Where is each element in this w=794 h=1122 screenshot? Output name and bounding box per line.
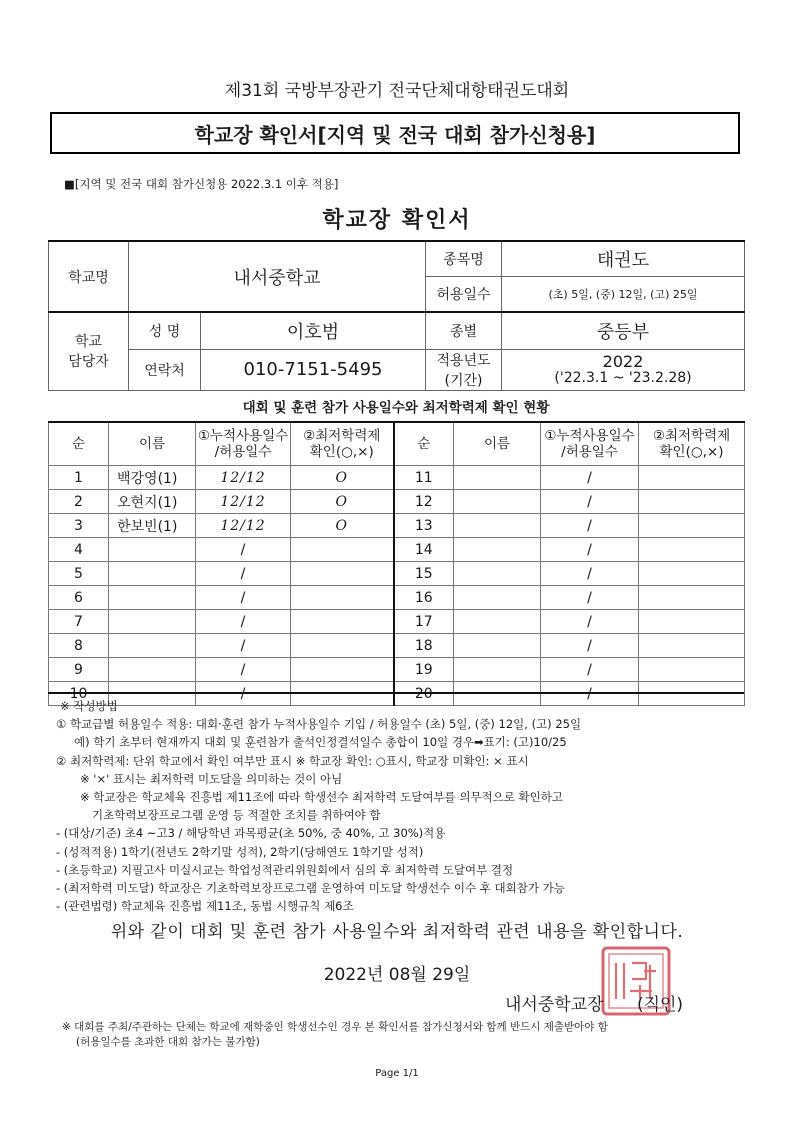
row-name-right xyxy=(454,538,541,562)
row-no-right: 13 xyxy=(394,514,454,538)
row-days-right: / xyxy=(541,514,639,538)
row-name-left xyxy=(109,538,196,562)
row-days-right: / xyxy=(541,466,639,490)
usage-row xyxy=(49,562,745,586)
header-check-left-2: 확인(○,×) xyxy=(309,444,374,460)
note-heading: ※ 작성방법 xyxy=(60,699,118,713)
row-check-right xyxy=(639,610,745,634)
header-check-right xyxy=(639,422,745,466)
row-name-left: 오현지(1) xyxy=(109,490,196,514)
sport-value: 태권도 xyxy=(502,241,745,276)
usage-row xyxy=(49,538,745,562)
row-check-left: O xyxy=(291,490,394,514)
contact-value: 010-7151-5495 xyxy=(201,349,426,390)
manager-label xyxy=(49,312,129,390)
row-days-left: / xyxy=(196,586,291,610)
row-check-left: O xyxy=(291,514,394,538)
school-info-table xyxy=(48,240,745,391)
usage-row xyxy=(49,586,745,610)
note-item: 예) 학기 초부터 현재까지 대회 및 훈련참가 출석인정결석일수 총합이 10일 경우➡표기: (고)10/25 xyxy=(74,735,567,750)
row-no-left: 9 xyxy=(49,658,109,682)
header-name-left: 이름 xyxy=(109,422,196,466)
note-item: - (최저학력 미도달) 학교장은 기초학력보장프로그램 운영하여 미도달 학생선수 이수 후 대회참가 가능 xyxy=(56,881,565,896)
applicability-note: ■[지역 및 전국 대회 참가신청용 2022.3.1 이후 적용] xyxy=(64,177,339,191)
row-no-left: 2 xyxy=(49,490,109,514)
manager-name-value: 이호범 xyxy=(201,312,426,349)
row-name-left xyxy=(109,658,196,682)
row-no-left: 3 xyxy=(49,514,109,538)
row-no-left: 7 xyxy=(49,610,109,634)
row-check-left xyxy=(291,586,394,610)
row-check-right xyxy=(639,634,745,658)
usage-row xyxy=(49,658,745,682)
manager-name-label: 성 명 xyxy=(129,312,201,349)
row-name-left xyxy=(109,634,196,658)
row-no-right: 17 xyxy=(394,610,454,634)
row-check-right xyxy=(639,658,745,682)
division-label: 종별 xyxy=(426,312,502,349)
issue-date: 2022년 08월 29일 xyxy=(323,965,471,985)
row-days-left: / xyxy=(196,634,291,658)
header-check-left-1: ②최저학력제 xyxy=(303,428,381,444)
row-days-right: / xyxy=(541,586,639,610)
header-no-right: 순 xyxy=(394,422,454,466)
row-name-right xyxy=(454,634,541,658)
note-item: - (대상/기준) 초4 ~고3 / 해당학년 과목평균(초 50%, 중 40%, 고 30%)적용 xyxy=(56,826,446,841)
seal-label: (직인) xyxy=(636,995,684,1015)
row-name-left: 한보빈(1) xyxy=(109,514,196,538)
year-label xyxy=(426,349,502,390)
note-item: - (초등학교) 지필고사 미실시교는 학업성적관리위원회에서 심의 후 최저학력 도달여부 결정 xyxy=(56,862,514,877)
header-days-right-1: ①누적사용일수 xyxy=(544,428,635,444)
row-days-left: 12/12 xyxy=(196,490,291,514)
header-check-right-1: ②최저학력제 xyxy=(652,428,731,444)
note-item: 기초학력보장프로그램 운영 등 적절한 조치를 취하여야 함 xyxy=(92,808,381,823)
row-no-right: 16 xyxy=(394,586,454,610)
row-name-left xyxy=(109,586,196,610)
row-name-right xyxy=(454,562,541,586)
note-item: - (관련법령) 학교체육 진흥법 제11조, 동법 시행규칙 제6조 xyxy=(56,899,354,914)
header-days-right-2: /허용일수 xyxy=(561,444,618,460)
row-days-left: / xyxy=(196,610,291,634)
row-name-left xyxy=(109,562,196,586)
page-number: Page 1/1 xyxy=(375,1068,419,1079)
note-item: - (성적적용) 1학기(전년도 2학기말 성적), 2학기(당해연도 1학기말 성적) xyxy=(56,844,424,859)
note-item: ※ 학교장은 학교체육 진흥법 제11조에 따라 학생선수 최저학력 도달여부를 의무적으로 확인하고 xyxy=(80,790,563,805)
row-no-left: 5 xyxy=(49,562,109,586)
row-no-right: 12 xyxy=(394,490,454,514)
year-value-year: 2022 xyxy=(602,352,644,371)
row-no-right: 18 xyxy=(394,634,454,658)
row-days-left: 12/12 xyxy=(196,466,291,490)
row-check-left xyxy=(291,658,394,682)
row-check-left: O xyxy=(291,466,394,490)
note-item: ① 학교급별 허용일수 적용: 대회·훈련 참가 누적사용일수 기입 / 허용일수 (초) 5일, (중) 12일, (고) 25일 xyxy=(56,717,582,732)
allowed-days-value: (초) 5일, (중) 12일, (고) 25일 xyxy=(502,276,745,312)
confirmation-statement: 위와 같이 대회 및 훈련 참가 사용일수와 최저학력 관련 내용을 확인합니다. xyxy=(110,922,684,942)
row-days-left: / xyxy=(196,682,291,706)
division-value: 중등부 xyxy=(502,312,745,349)
row-no-right: 20 xyxy=(394,682,454,706)
header-no-left: 순 xyxy=(49,422,109,466)
usage-heading: 대회 및 훈련 참가 사용일수와 최저학력제 확인 현황 xyxy=(242,400,550,416)
school-name-value: 내서중학교 xyxy=(129,241,426,312)
footer-line-2: (허용일수를 초과한 대회 참가는 불가함) xyxy=(76,1036,260,1048)
header-days-left-1: ①누적사용일수 xyxy=(197,428,289,444)
header-name-right: 이름 xyxy=(454,422,541,466)
usage-row xyxy=(49,490,745,514)
document-title: 학교장 확인서 xyxy=(322,208,472,233)
principal-signature xyxy=(505,990,683,1015)
header-days-left xyxy=(196,422,291,466)
usage-table-body xyxy=(49,466,745,706)
row-no-right: 11 xyxy=(394,466,454,490)
row-days-right: / xyxy=(541,610,639,634)
row-name-right xyxy=(454,586,541,610)
row-no-left: 6 xyxy=(49,586,109,610)
row-no-left: 4 xyxy=(49,538,109,562)
row-name-left xyxy=(109,610,196,634)
row-check-left xyxy=(291,634,394,658)
row-days-left: / xyxy=(196,562,291,586)
year-value-period: ('22.3.1 ~ '23.2.28) xyxy=(554,370,692,386)
row-check-right xyxy=(639,466,745,490)
row-days-right: / xyxy=(541,562,639,586)
row-days-right: / xyxy=(541,658,639,682)
usage-row xyxy=(49,634,745,658)
row-name-right xyxy=(454,490,541,514)
row-name-right xyxy=(454,658,541,682)
manager-label-line2: 담당자 xyxy=(68,354,109,371)
usage-row xyxy=(49,514,745,538)
usage-table xyxy=(48,421,745,706)
row-days-right: / xyxy=(541,634,639,658)
row-no-left: 8 xyxy=(49,634,109,658)
contact-label: 연락처 xyxy=(129,349,201,390)
row-name-right xyxy=(454,610,541,634)
row-no-right: 15 xyxy=(394,562,454,586)
year-value xyxy=(502,349,745,390)
row-check-right xyxy=(639,490,745,514)
school-name-label: 학교명 xyxy=(49,241,129,312)
row-check-right xyxy=(639,562,745,586)
row-name-right xyxy=(454,466,541,490)
row-name-left: 백강영(1) xyxy=(109,466,196,490)
form-title-box: 학교장 확인서[지역 및 전국 대회 참가신청용] xyxy=(50,112,740,154)
row-name-right xyxy=(454,514,541,538)
note-item: ※ '×' 표시는 최저학력 미도달을 의미하는 것이 아님 xyxy=(80,771,343,786)
row-days-left: / xyxy=(196,538,291,562)
usage-row xyxy=(49,610,745,634)
writing-instructions xyxy=(56,697,746,915)
manager-label-line1: 학교 xyxy=(74,334,103,351)
row-check-right xyxy=(639,538,745,562)
footer-line-1: ※ 대회를 주최/주관하는 단체는 학교에 재학중인 학생선수인 경우 본 확인서를 참가신청서와 함께 반드시 제출받아야 함 xyxy=(62,1021,608,1033)
event-title: 제31회 국방부장관기 전국단체대항태권도대회 xyxy=(224,81,570,101)
header-check-left xyxy=(291,422,394,466)
header-check-right-2: 확인(○,×) xyxy=(659,444,724,460)
year-label-line1: 적용년도 xyxy=(436,352,491,369)
row-days-left: 12/12 xyxy=(196,514,291,538)
row-no-right: 14 xyxy=(394,538,454,562)
sport-label: 종목명 xyxy=(426,241,502,276)
footer-notice xyxy=(62,1020,608,1050)
row-no-right: 19 xyxy=(394,658,454,682)
row-days-right: / xyxy=(541,682,639,706)
row-check-right xyxy=(639,514,745,538)
header-days-right xyxy=(541,422,639,466)
allowed-days-label: 허용일수 xyxy=(426,276,502,312)
row-days-right: / xyxy=(541,538,639,562)
note-item: ② 최저학력제: 단위 학교에서 확인 여부만 표시 ※ 학교장 확인: ○표시, 학교장 미확인: × 표시 xyxy=(56,753,529,768)
row-days-right: / xyxy=(541,490,639,514)
row-check-right xyxy=(639,586,745,610)
year-label-line2: (기간) xyxy=(444,372,483,389)
row-no-left: 10 xyxy=(49,682,109,706)
school-principal-name: 내서중학교장 xyxy=(505,995,604,1015)
usage-row xyxy=(49,466,745,490)
row-no-left: 1 xyxy=(49,466,109,490)
header-days-left-2: /허용일수 xyxy=(214,444,272,460)
row-days-left: / xyxy=(196,658,291,682)
row-check-left xyxy=(291,562,394,586)
row-check-left xyxy=(291,538,394,562)
row-check-left xyxy=(291,610,394,634)
